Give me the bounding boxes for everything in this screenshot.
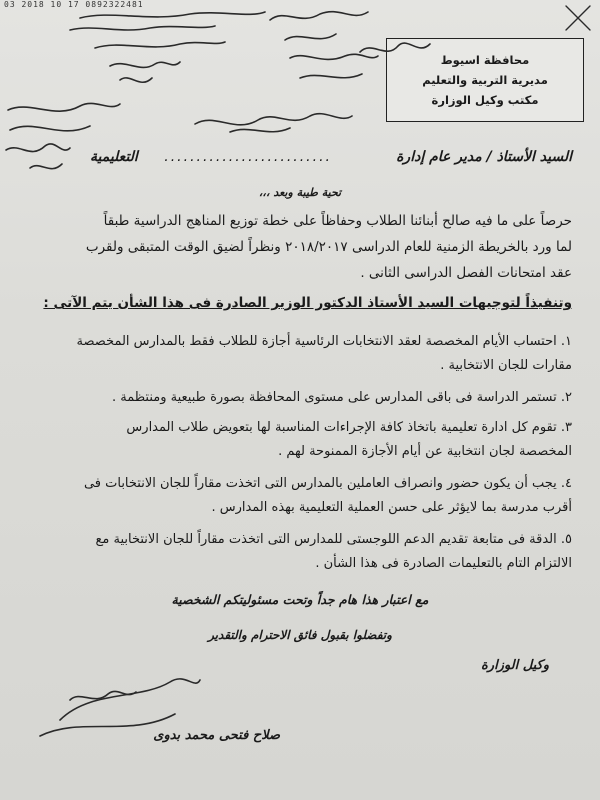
addressee-title: السيد الأستاذ / مدير عام إدارة [396, 149, 572, 165]
list-item [24, 330, 572, 378]
list-item-line: أقرب مدرسة بما لايؤثر على حسن العملية التعليمية بهذه المدارس . [211, 500, 572, 515]
ministry-header-box [386, 38, 584, 122]
list-item-line: ١. احتساب الأيام المخصصة لعقد الانتخابات الرئاسية أجازة للطلاب فقط بالمدارس المخصصة [76, 334, 572, 349]
addressee-dots: .......................... [164, 149, 332, 165]
intro-line: لما ورد بالخريطة الزمنية للعام الدراسى ٢٠١٨/٢٠١٧ ونظراً لضيق الوقت المتبقى ولقرب [85, 239, 572, 255]
signature-name: صلاح فتحى محمد بدوى [153, 728, 280, 743]
directive-heading: وتنفيذاً لتوجيهات السيد الأستاذ الدكتور الوزير الصادرة فى هذا الشأن يتم الآتى : [43, 295, 572, 311]
list-item-line: ٥. الدقة فى متابعة تقديم الدعم اللوجستى للمدارس التى اتخذت مقاراً للجان الانتخابية مع [95, 532, 572, 547]
list-item [24, 416, 572, 464]
list-item [24, 386, 572, 410]
list-item-line: الالتزام التام بالتعليمات الصادرة فى هذا الشأن . [315, 556, 572, 571]
closing-importance: مع اعتبار هذا هام جداً وتحت مسئوليتكم الشخصية [171, 592, 429, 607]
greeting: تحية طيبة وبعد ،،، [258, 186, 342, 199]
list-item-line: المخصصة لجان انتخابية عن أيام الأجازة الممنوحة لهم . [278, 444, 572, 459]
addressee-suffix: التعليمية [90, 149, 138, 165]
header-directorate: مديرية التربية والتعليم [422, 73, 548, 87]
list-item-line: ٢. تستمر الدراسة فى باقى المدارس على مستوى المحافظة بصورة طبيعية ومنتظمة . [111, 390, 572, 405]
intro-line: عقد امتحانات الفصل الدراسى الثانى . [360, 265, 572, 281]
header-governorate: محافظة اسيوط [440, 53, 530, 67]
signature-title: وكيل الوزارة [480, 658, 550, 673]
list-item-line: ٣. تقوم كل ادارة تعليمية باتخاذ كافة الإجراءات المناسبة لها بتعويض طلاب المدارس [126, 420, 572, 435]
list-item-line: مقارات للجان الانتخابية . [440, 358, 572, 373]
fax-header-line: 03 2018 10 17 0892322481 [4, 0, 144, 9]
intro-paragraph [30, 208, 572, 286]
list-item-line: ٤. يجب أن يكون حضور وانصراف العاملين بالمدارس التى اتخذت مقاراً للجان الانتخابات فى [83, 476, 572, 491]
list-item [24, 472, 572, 520]
list-item [24, 528, 572, 576]
header-office: مكتب وكيل الوزارة [431, 93, 539, 107]
intro-line: حرصاً على ما فيه صالح أبنائنا الطلاب وحفاظاً على خطة توزيع المناهج الدراسية طبقاً [103, 213, 572, 229]
closing-regards: وتفضلوا بقبول فائق الاحترام والتقدير [208, 628, 392, 642]
